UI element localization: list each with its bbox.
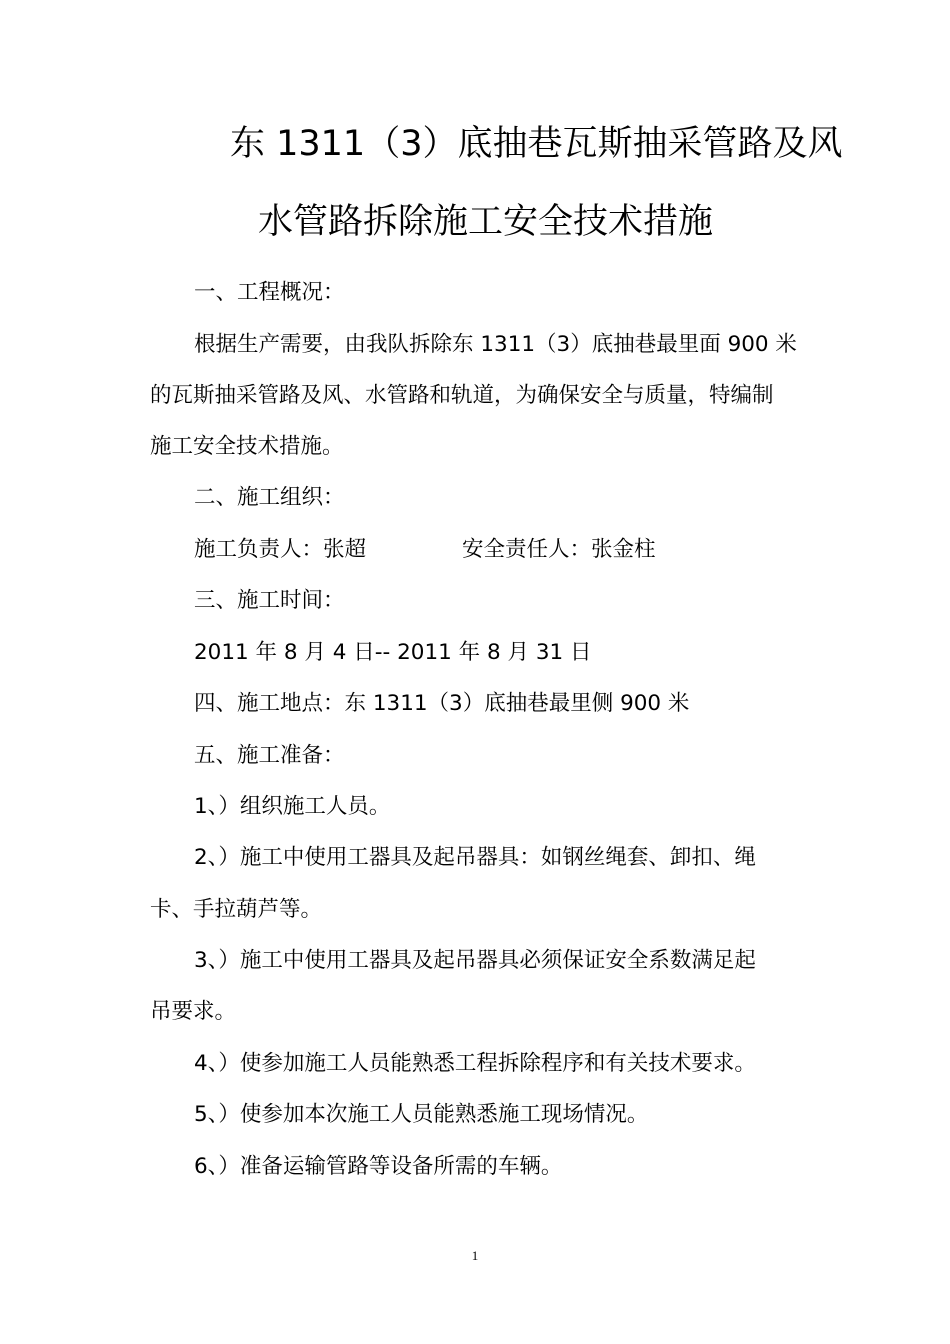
preparation-item-5: 5、）使参加本次施工人员能熟悉施工现场情况。	[194, 1102, 649, 1127]
construction-dates: 2011 年 8 月 4 日-- 2011 年 8 月 31 日	[194, 640, 592, 665]
safety-responsible-person: 安全责任人：张金柱	[462, 537, 656, 562]
section-1-heading: 一、工程概况：	[194, 280, 345, 305]
section-1-paragraph-line-2: 的瓦斯抽采管路及风、水管路和轨道，为确保安全与质量，特编制	[150, 383, 774, 408]
preparation-item-1: 1、）组织施工人员。	[194, 794, 391, 819]
preparation-item-4: 4、）使参加施工人员能熟悉工程拆除程序和有关技术要求。	[194, 1051, 756, 1076]
section-2-heading: 二、施工组织：	[194, 485, 345, 510]
preparation-item-2-line-1: 2、）施工中使用工器具及起吊器具：如钢丝绳套、卸扣、绳	[194, 845, 756, 870]
section-3-heading: 三、施工时间：	[194, 588, 345, 613]
section-5-heading: 五、施工准备：	[194, 743, 345, 768]
preparation-item-3-line-2: 吊要求。	[150, 999, 237, 1024]
document-title-line-2: 水管路拆除施工安全技术措施	[258, 202, 714, 242]
page-number: 1	[471, 1248, 479, 1263]
section-1-paragraph-line-3: 施工安全技术措施。	[150, 434, 344, 459]
construction-leader: 施工负责人：张超	[194, 537, 367, 562]
document-title-line-1: 东 1311（3）底抽巷瓦斯抽采管路及风	[230, 124, 843, 164]
preparation-item-6: 6、）准备运输管路等设备所需的车辆。	[194, 1154, 563, 1179]
preparation-item-2-line-2: 卡、手拉葫芦等。	[150, 897, 323, 922]
section-4-location: 四、施工地点：东 1311（3）底抽巷最里侧 900 米	[194, 691, 690, 716]
preparation-item-3-line-1: 3、）施工中使用工器具及起吊器具必须保证安全系数满足起	[194, 948, 756, 973]
section-1-paragraph-line-1: 根据生产需要，由我队拆除东 1311（3）底抽巷最里面 900 米	[194, 332, 797, 357]
